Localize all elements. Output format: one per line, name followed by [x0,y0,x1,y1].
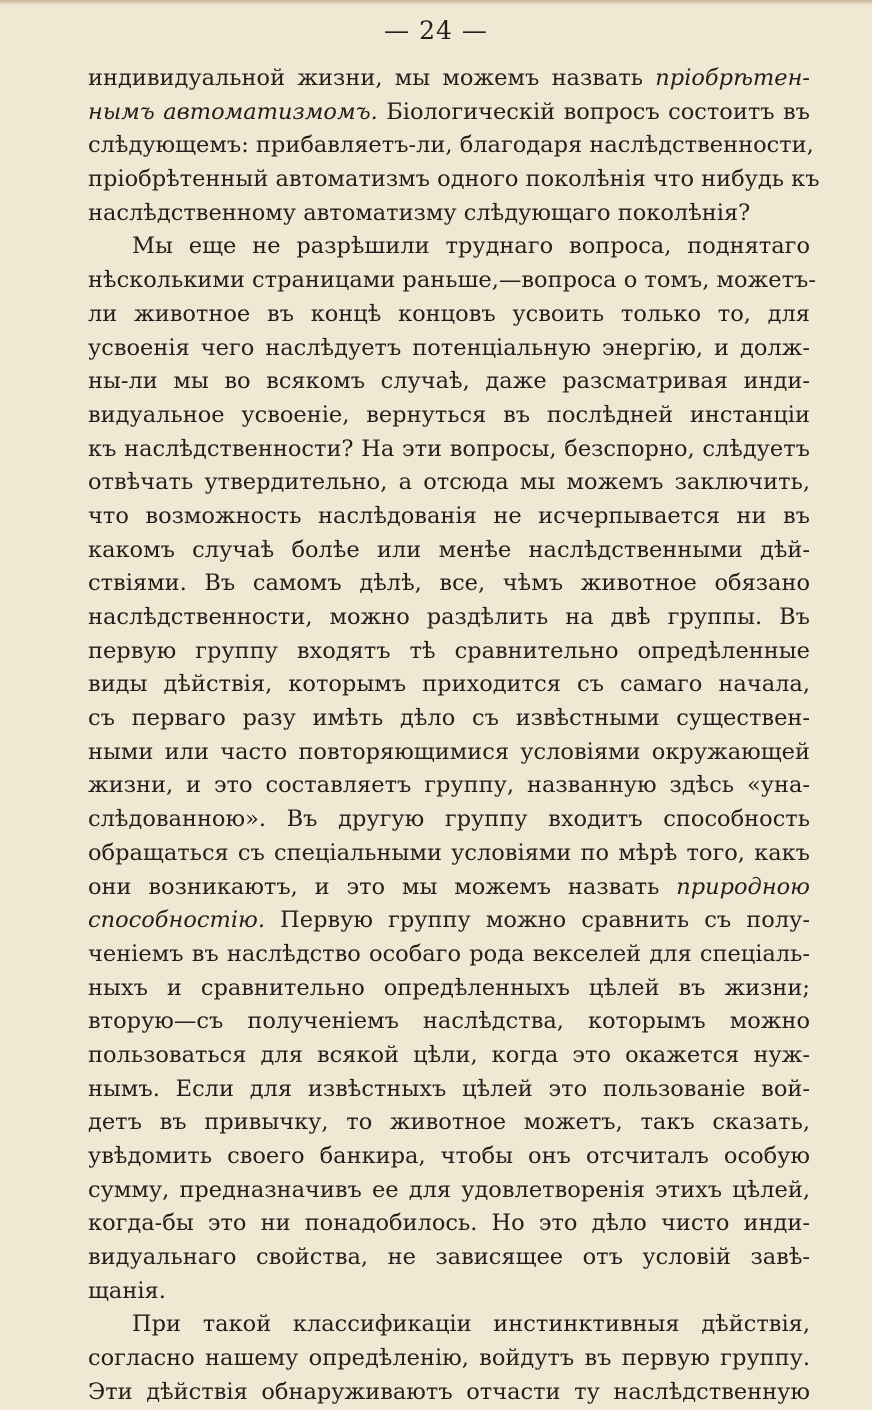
text-run: нѣсколькими страницами раньше,—вопроса о томъ, можетъ- [88,267,816,294]
text-run: съ перваго разу имѣть дѣло съ извѣстными существен- [88,705,810,732]
text-line [88,399,810,433]
text-run: что возможность наслѣдованія не исчерпывается ни въ [88,502,810,529]
text-line [88,129,814,163]
text-line [88,803,810,837]
text-line [88,635,810,669]
text-run: щанія. [88,1277,166,1304]
text-run: пользоваться для всякой цѣли, когда это окажется нуж- [88,1041,810,1068]
text-run: какомъ случаѣ болѣе или менѣе наслѣдственными дѣй- [88,536,810,563]
text-line [88,871,810,905]
text-run: Мы еще не разрѣшили труднаго вопроса, поднятаго [132,233,810,260]
page-top-edge [0,0,872,5]
text-line [88,1039,810,1073]
text-run: вторую—съ полученіемъ наслѣдства, которымъ можно [88,1008,810,1035]
text-line [88,972,810,1006]
text-line [88,1174,810,1208]
text-run: видуальнаго свойства, не зависящее отъ условій завѣ- [88,1244,810,1271]
text-run: слѣдующемъ: прибавляетъ-ли, благодаря наслѣдственности, [88,132,814,159]
text-line [88,433,810,467]
text-line [88,736,810,770]
page-number: — 24 — [384,16,488,45]
text-run: видуальное усвоеніе, вернуться въ послѣдней инстанціи [88,401,810,428]
text-line [88,298,810,332]
text-run: нымъ. Если для извѣстныхъ цѣлей это пользованіе вой- [88,1075,810,1102]
text-run: пріобрѣтенный автоматизмъ одного поколѣнія что нибудь къ [88,166,820,193]
text-run: слѣдованною». Въ другую группу входитъ способность [88,806,810,833]
text-line [88,365,810,399]
text-line [88,668,810,702]
text-line [88,1207,810,1241]
text-line [88,332,810,366]
text-run: детъ въ привычку, то животное можетъ, такъ сказать, [88,1109,810,1136]
text-run: когда-бы это ни понадобилось. Но это дѣло чисто инди- [88,1210,810,1237]
text-run: виды дѣйствія, которымъ приходится съ самаго начала, [88,671,810,698]
page-body-text [88,62,820,1410]
text-run: ны-ли мы во всякомъ случаѣ, даже разсматривая инди- [88,368,810,395]
text-line [88,837,810,871]
text-run: усвоенія чего наслѣдуетъ потенціальную энергію, и долж- [88,334,810,361]
italic-term: пріобрѣтен- [655,65,810,91]
text-run: сумму, предназначивъ ее для удовлетворенія этихъ цѣлей, [88,1176,810,1203]
text-run: согласно нашему опредѣленію, войдутъ въ первую группу. [88,1345,810,1372]
text-line [88,1275,810,1309]
text-line [88,1073,810,1107]
italic-term: способностію. [88,907,265,934]
text-run: ченіемъ въ наслѣдство особаго рода векселей для спеціаль- [88,940,810,967]
text-run: наслѣдственному автоматизму слѣдующаго поколѣнія? [88,199,751,226]
text-line [88,230,810,264]
text-line [88,1241,810,1275]
text-line [88,1005,810,1039]
text-line [88,96,810,130]
text-run: они возникаютъ, и это мы можемъ назвать [88,873,677,900]
text-run: къ наслѣдственности? На эти вопросы, безспорно, слѣдуетъ [88,435,810,462]
text-run: Первую группу можно сравнить съ полу- [264,907,810,934]
italic-term: нымъ автоматизмомъ. [88,98,378,125]
text-line [88,938,810,972]
text-run: индивидуальной жизни, мы можемъ назвать [88,65,656,91]
text-run: наслѣдственности, можно раздѣлить на двѣ группы. Въ [88,604,810,630]
text-line [88,163,820,197]
text-run: жизни, и это составляетъ группу, названную здѣсь «уна- [88,772,810,799]
text-run: ныхъ и сравнительно опредѣленныхъ цѣлей въ жизни; [88,974,810,1001]
text-line [88,1106,810,1140]
text-run: Біологическій вопросъ состоитъ въ [377,98,810,125]
text-line [88,500,810,534]
text-run: отвѣчать утвердительно, а отсюда мы можемъ заключить, [88,469,810,496]
text-line [88,769,810,803]
text-run: первую группу входятъ тѣ сравнительно опредѣленные [88,637,810,664]
text-line [88,1342,810,1376]
text-run: ствіями. Въ самомъ дѣлѣ, все, чѣмъ животное обязано [88,570,810,597]
text-line [88,197,810,231]
text-line [88,62,810,96]
text-line [88,534,810,568]
text-run: При такой классификаціи инстинктивныя дѣйствія, [132,1311,810,1338]
text-line [88,601,810,635]
text-line [88,1140,810,1174]
text-run: ными или часто повторяющимися условіями окружающей [88,738,810,765]
text-line [88,1308,810,1342]
text-line [88,702,810,736]
text-line [88,264,816,298]
italic-term: природною [676,873,810,900]
text-line [88,1376,810,1410]
text-run: увѣдомить своего банкира, чтобы онъ отсчиталъ особую [88,1143,810,1169]
text-line [88,904,810,938]
text-run: Эти дѣйствія обнаруживаютъ отчасти ту наслѣдственную [88,1378,810,1405]
text-line [88,466,810,500]
text-run: обращаться съ спеціальными условіями по мѣрѣ того, какъ [88,839,810,866]
text-run: ли животное въ концѣ концовъ усвоить только то, для [88,300,810,327]
text-line [88,567,810,601]
